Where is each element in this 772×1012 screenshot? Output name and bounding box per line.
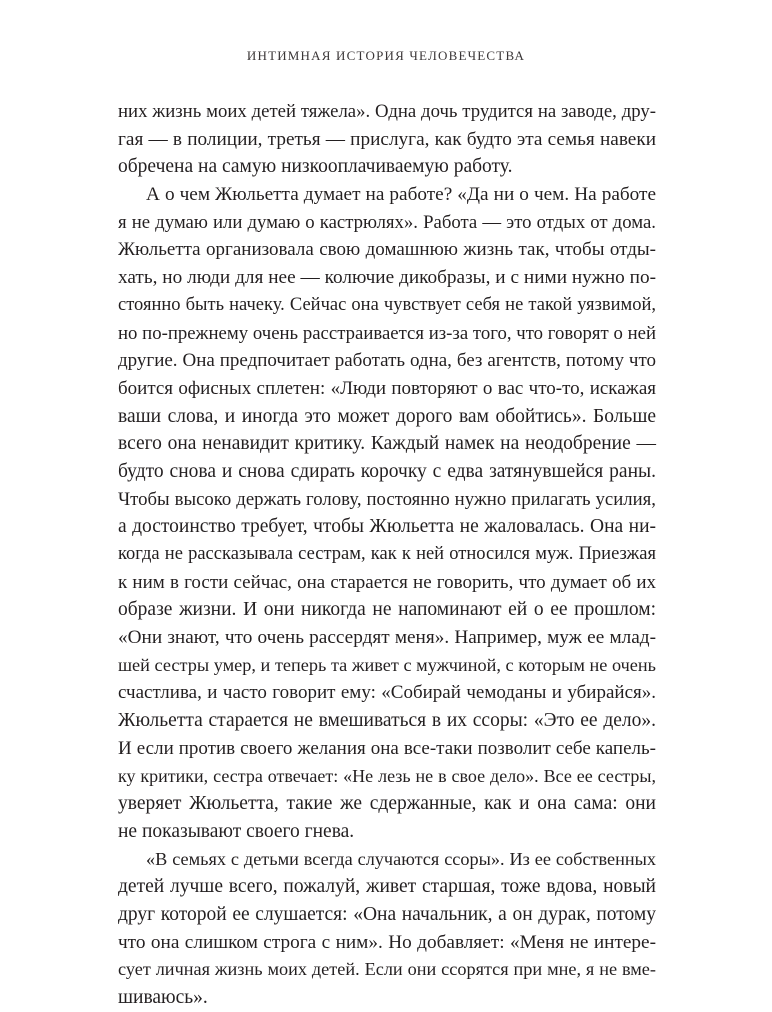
text-line: другие. Она предпочитает работать одна, без агентств, потому что <box>118 350 656 372</box>
text-line: к ним в гости сейчас, она старается не говорить, что думает об их <box>118 571 656 593</box>
text-line: друг которой ее слушается: «Она начальник, а он дурак, потому <box>118 903 656 925</box>
text-line: Жюльетта организовала свою домашнюю жизнь так, чтобы отды- <box>118 239 656 261</box>
text-line: счастлива, и часто говорит ему: «Собирай чемоданы и убирайся». <box>118 682 656 704</box>
text-line: Чтобы высоко держать голову, постоянно нужно прилагать усилия, <box>118 488 656 510</box>
text-line: не показывают своего гнева. <box>118 820 355 842</box>
text-line: шей сестры умер, и теперь та живет с мужчиной, с которым не очень <box>118 654 656 675</box>
text-line: когда не рассказывала сестрам, как к ней относился муж. Приезжая <box>118 544 656 564</box>
text-line: ваши слова, и иногда это может дорого вам обойтись». Больше <box>118 405 656 427</box>
text-line: боится офисных сплетен: «Люди повторяют о вас что-то, искажая <box>118 377 656 399</box>
text-line: но по-прежнему очень расстраивается из-за того, что говорят о ней <box>118 322 656 344</box>
text-line: А о чем Жюльетта думает на работе? «Да ни о чем. На работе <box>146 184 656 206</box>
text-line: всего она ненавидит критику. Каждый намек на неодобрение — <box>118 433 656 455</box>
text-line: «В семьях с детьми всегда случаются ссоры». Из ее собственных <box>146 848 656 869</box>
text-line: хать, но люди для нее — колючие дикобразы, и с ними нужно по- <box>118 267 656 289</box>
text-line: обречена на самую низкооплачиваемую работу. <box>118 156 513 178</box>
text-line: я не думаю или думаю о кастрюлях». Работа — это отдых от дома. <box>118 211 656 233</box>
text-line: гая — в полиции, третья — прислуга, как будто эта семья навеки <box>118 128 656 150</box>
text-line: что она слишком строга с ним». Но добавляет: «Меня не интере- <box>118 931 656 953</box>
text-line: «Они знают, что очень рассердят меня». Например, муж ее млад- <box>118 627 656 649</box>
body-text <box>118 98 656 1012</box>
text-line: будто снова и снова сдирать корочку с едва затянувшейся раны. <box>118 460 656 482</box>
text-line: стоянно быть начеку. Сейчас она чувствует себя не такой уязвимой, <box>118 294 656 315</box>
text-line: ку критики, сестра отвечает: «Не лезь не в свое дело». Все ее сестры, <box>118 765 656 786</box>
text-line: уверяет Жюльетта, такие же сдержанные, как и она сама: они <box>118 793 656 815</box>
text-line: И если против своего желания она все-таки позволит себе капель- <box>118 737 656 759</box>
running-head: ИНТИМНАЯ ИСТОРИЯ ЧЕЛОВЕЧЕСТВА <box>246 48 526 63</box>
text-line: образе жизни. И они никогда не напоминают ей о ее прошлом: <box>118 599 656 621</box>
text-line: шиваюсь». <box>118 987 208 1008</box>
text-line: них жизнь моих детей тяжела». Одна дочь трудится на заводе, дру- <box>118 101 656 122</box>
text-line: детей лучше всего, пожалуй, живет старшая, тоже вдова, новый <box>118 876 656 898</box>
text-line: а достоинство требует, чтобы Жюльетта не жаловалась. Она ни- <box>118 516 656 538</box>
text-line: Жюльетта старается не вмешиваться в их ссоры: «Это ее дело». <box>118 710 656 732</box>
text-line: сует личная жизнь моих детей. Если они ссорятся при мне, я не вме- <box>118 959 656 980</box>
